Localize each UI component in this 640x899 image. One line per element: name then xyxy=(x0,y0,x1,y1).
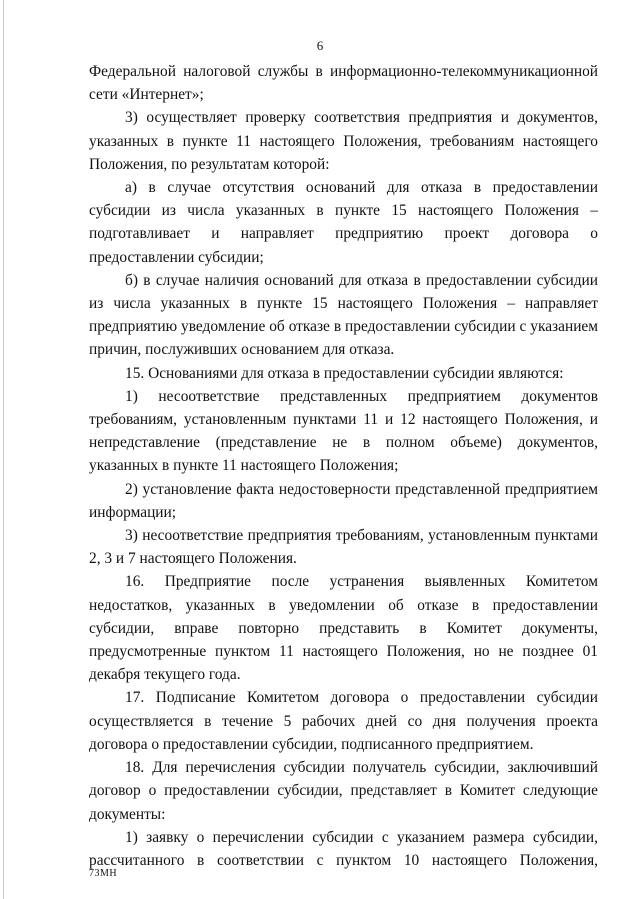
paragraph-clause-16: 16. Предприятие после устранения выявленных Комитетом недостатков, указанных в уведомлении об отказе в предоставлении субсидии, вправе повторно представить в Комитет документы, предусмотренные пунктом 11 настоящего Положения, но не позднее 01 декабря текущего года. xyxy=(89,573,598,684)
paragraph-clause-17: 17. Подписание Комитетом договора о предоставлении субсидии осуществляется в течение 5 рабочих дней со дня получения проекта договора о предоставлении субсидии, подписанного предприятием. xyxy=(89,689,598,753)
paragraph-clause-15-item-3: 3) несоответствие предприятия требованиям, установленным пунктами 2, 3 и 7 настоящего Положения. xyxy=(89,527,598,568)
document-body xyxy=(89,60,598,872)
footer-code: 73МН xyxy=(89,868,118,879)
paragraph-clause-18-item-1: 1) заявку о перечислении субсидии с указанием размера субсидии, рассчитанного в соответствии с пунктом 10 настоящего Положения, xyxy=(89,828,598,869)
paragraph-subitem-b: б) в случае наличия оснований для отказа в предоставлении субсидии из числа указанных в пункте 15 настоящего Положения – направляет предприятию уведомление об отказе в предоставлении субсидии с указанием причин, послуживших основанием для отказа. xyxy=(89,271,598,359)
page-number: 6 xyxy=(316,38,324,53)
paragraph-item-3: 3) осуществляет проверку соответствия предприятия и документов, указанных в пункте 11 настоящего Положения, требованиям настоящего Положения, по результатам которой: xyxy=(89,109,598,173)
paragraph-clause-15-item-2: 2) установление факта недостоверности представленной предприятием информации; xyxy=(89,480,598,521)
paragraph-clause-15: 15. Основаниями для отказа в предоставлении субсидии являются: xyxy=(125,364,564,382)
paragraph-clause-15-item-1: 1) несоответствие представленных предприятием документов требованиям, установленным пунктами 11 и 12 настоящего Положения, и непредставление (представление не в полном объеме) документов, указанных в пункте 11 настоящего Положения; xyxy=(89,387,598,475)
paragraph-clause-18: 18. Для перечисления субсидии получатель субсидии, заключивший договор о предоставлении субсидии, представляет в Комитет следующие документы: xyxy=(89,759,598,823)
paragraph-continuation: Федеральной налоговой службы в информационно-телекоммуникационной сети «Интернет»; xyxy=(89,63,598,104)
paragraph-subitem-a: а) в случае отсутствия оснований для отказа в предоставлении субсидии из числа указанных в пункте 15 настоящего Положения – подготавливает и направляет предприятию проект договора о предоставлении субсидии; xyxy=(89,179,598,266)
scan-edge-line xyxy=(3,0,4,899)
